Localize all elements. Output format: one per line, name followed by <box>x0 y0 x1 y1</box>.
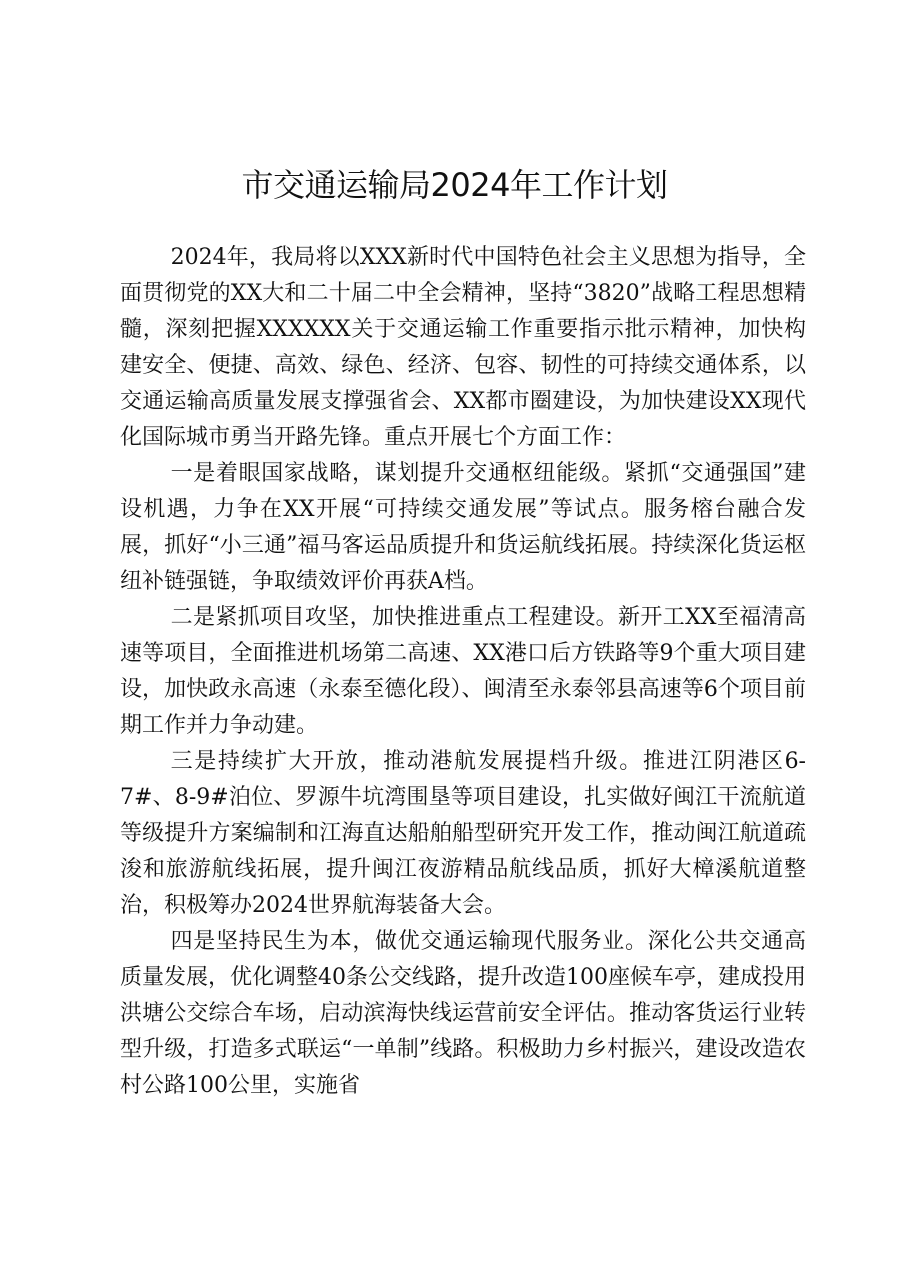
paragraph-item-3: 三是持续扩大开放，推动港航发展提档升级。推进江阴港区6-7#、8-9#泊位、罗源牛坑湾围垦等项目建设，扎实做好闽江干流航道等级提升方案编制和江海直达船舶船型研究开发工作，推动闽江航道疏浚和旅游航线拓展，提升闽江夜游精品航线品质，抓好大樟溪航道整治，积极筹办2024世界航海装备大会。 <box>120 749 806 918</box>
document-title: 市交通运输局2024年工作计划 <box>241 166 668 204</box>
paragraph-item-1: 一是着眼国家战略，谋划提升交通枢纽能级。紧抓“交通强国”建设机遇，力争在XX开展“可持续交通发展”等试点。服务榕台融合发展，抓好“小三通”福马客运品质提升和货运航线拓展。持续深化货运枢纽补链强链，争取绩效评价再获A档。 <box>120 461 806 594</box>
paragraph-intro: 2024年，我局将以XXX新时代中国特色社会主义思想为指导，全面贯彻党的XX大和二十届二中全会精神，坚持“3820”战略工程思想精髓，深刻把握XXXXXX关于交通运输工作重要指示批示精神，加快构建安全、便捷、高效、绿色、经济、包容、韧性的可持续交通体系，以交通运输高质量发展支撑强省会、XX都市圈建设，为加快建设XX现代化国际城市勇当开路先锋。重点开展七个方面工作： <box>120 245 806 450</box>
paragraph-item-4: 四是坚持民生为本，做优交通运输现代服务业。深化公共交通高质量发展，优化调整40条公交线路，提升改造100座候车亭，建成投用洪塘公交综合车场，启动滨海快线运营前安全评估。推动客货运行业转型升级，打造多式联运“一单制”线路。积极助力乡村振兴，建设改造农村公路100公里，实施省 <box>120 929 806 1098</box>
paragraph-item-2: 二是紧抓项目攻坚，加快推进重点工程建设。新开工XX至福清高速等项目，全面推进机场第二高速、XX港口后方铁路等9个重大项目建设，加快政永高速（永泰至德化段）、闽清至永泰邻县高速等6个项目前期工作并力争动建。 <box>120 605 806 738</box>
document-body <box>120 240 806 1104</box>
